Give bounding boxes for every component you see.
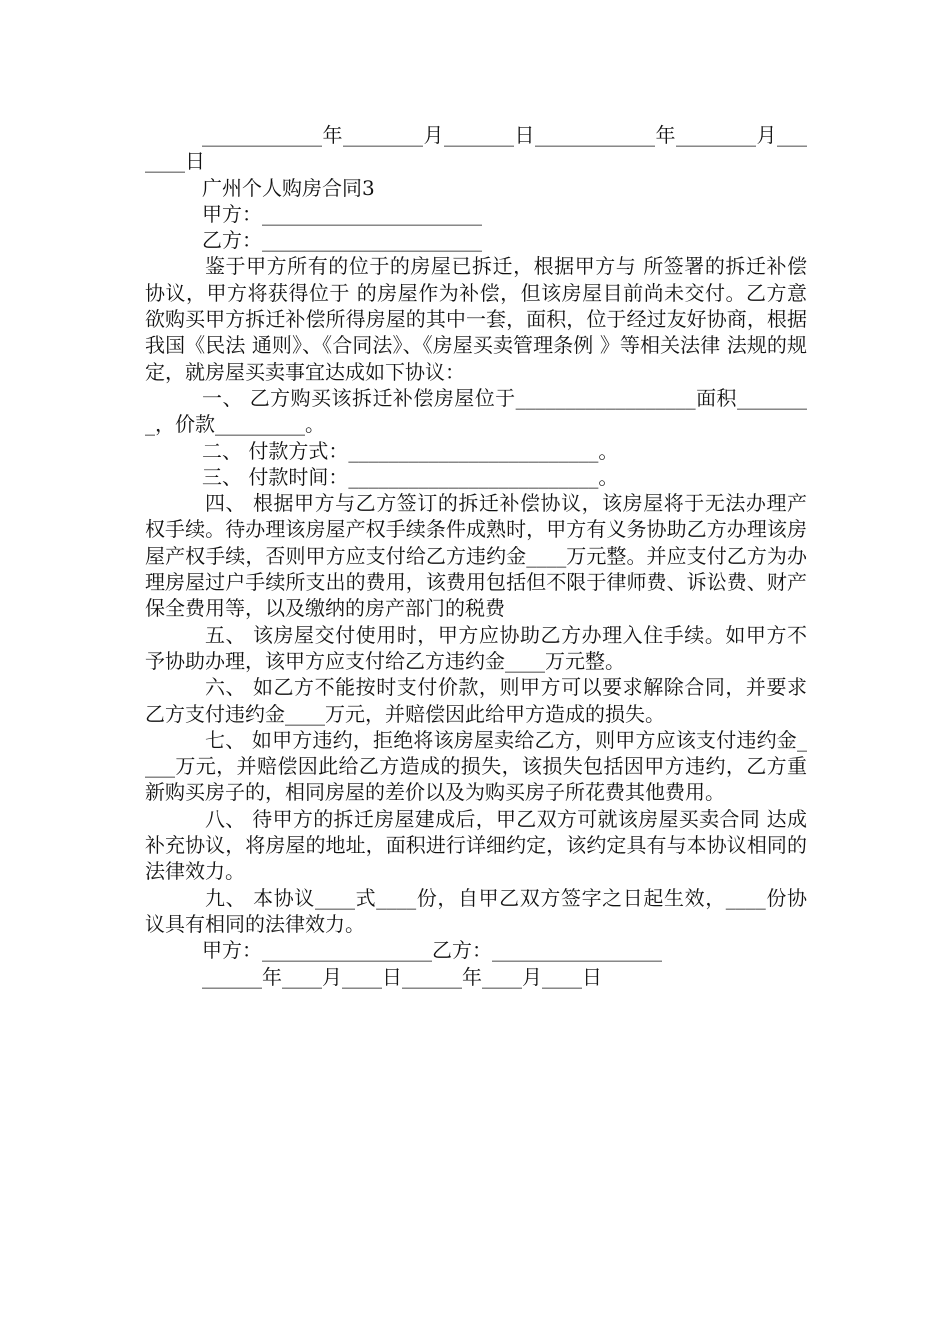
clause-7: 七、 如甲方违约，拒绝将该房屋卖给乙方，则甲方应该支付违约金____万元，并赔偿因此给乙方造成的损失，该损失包括因甲方违约，乙方重新购买房子的，相同房屋的差价以及为购买房子所花费其他费用。: [145, 727, 807, 805]
signature-line: 甲方：_________________乙方：_________________: [202, 938, 662, 963]
clause-6: 六、 如乙方不能按时支付价款，则甲方可以要求解除合同，并要求乙方支付违约金____万元，并赔偿因此给甲方造成的损失。: [145, 675, 807, 726]
clause-5: 五、 该房屋交付使用时，甲方应协助乙方办理入住手续。如甲方不予协助办理，该甲方应支付给乙方违约金____万元整。: [145, 622, 807, 673]
party-a-line: 甲方：______________________: [202, 201, 482, 226]
signature-date-line: ______年____月____日______年____月____日: [202, 964, 602, 989]
clause-8: 八、 待甲方的拆迁房屋建成后，甲乙双方可就该房屋买卖合同 达成补充协议，将房屋的地址，面积进行详细约定，该约定具有与本协议相同的法律效力。: [145, 806, 807, 884]
preamble-paragraph: 鉴于甲方所有的位于的房屋已拆迁，根据甲方与 所签署的拆迁补偿协议，甲方将获得位于 的房屋作为补偿，但该房屋目前尚未交付。乙方意欲购买甲方拆迁补偿所得房屋的其中一套，面积，位于经过友好协商，根据我国《民法 通则》、《合同法》、《房屋买卖管理条例 》等相关法律 法规的规定，就房屋买卖事宜达成如下协议：: [145, 254, 807, 384]
clause-3: 三、 付款时间：_________________________。: [202, 464, 619, 489]
header-date-line: ____________年________月_______日____________年________月_______日: [145, 123, 807, 174]
clause-9: 九、 本协议____式____份，自甲乙双方签字之日起生效，____份协议具有相同的法律效力。: [145, 885, 807, 936]
clause-1: 一、 乙方购买该拆迁补偿房屋位于__________________面积________，价款_________。: [145, 385, 807, 437]
contract-title: 广州个人购房合同3: [202, 175, 375, 200]
clause-2: 二、 付款方式：_________________________。: [202, 438, 619, 463]
clause-4: 四、 根据甲方与乙方签订的拆迁补偿协议，该房屋将于无法办理产权手续。待办理该房屋产权手续条件成熟时，甲方有义务协助乙方办理该房屋产权手续，否则甲方应支付给乙方违约金____万元整。并应支付乙方为办理房屋过户手续所支出的费用，该费用包括但不限于律师费、诉讼费、财产保全费用等，以及缴纳的房产部门的税费: [145, 491, 807, 621]
contract-body: [145, 122, 807, 990]
party-b-line: 乙方：______________________: [202, 228, 482, 253]
